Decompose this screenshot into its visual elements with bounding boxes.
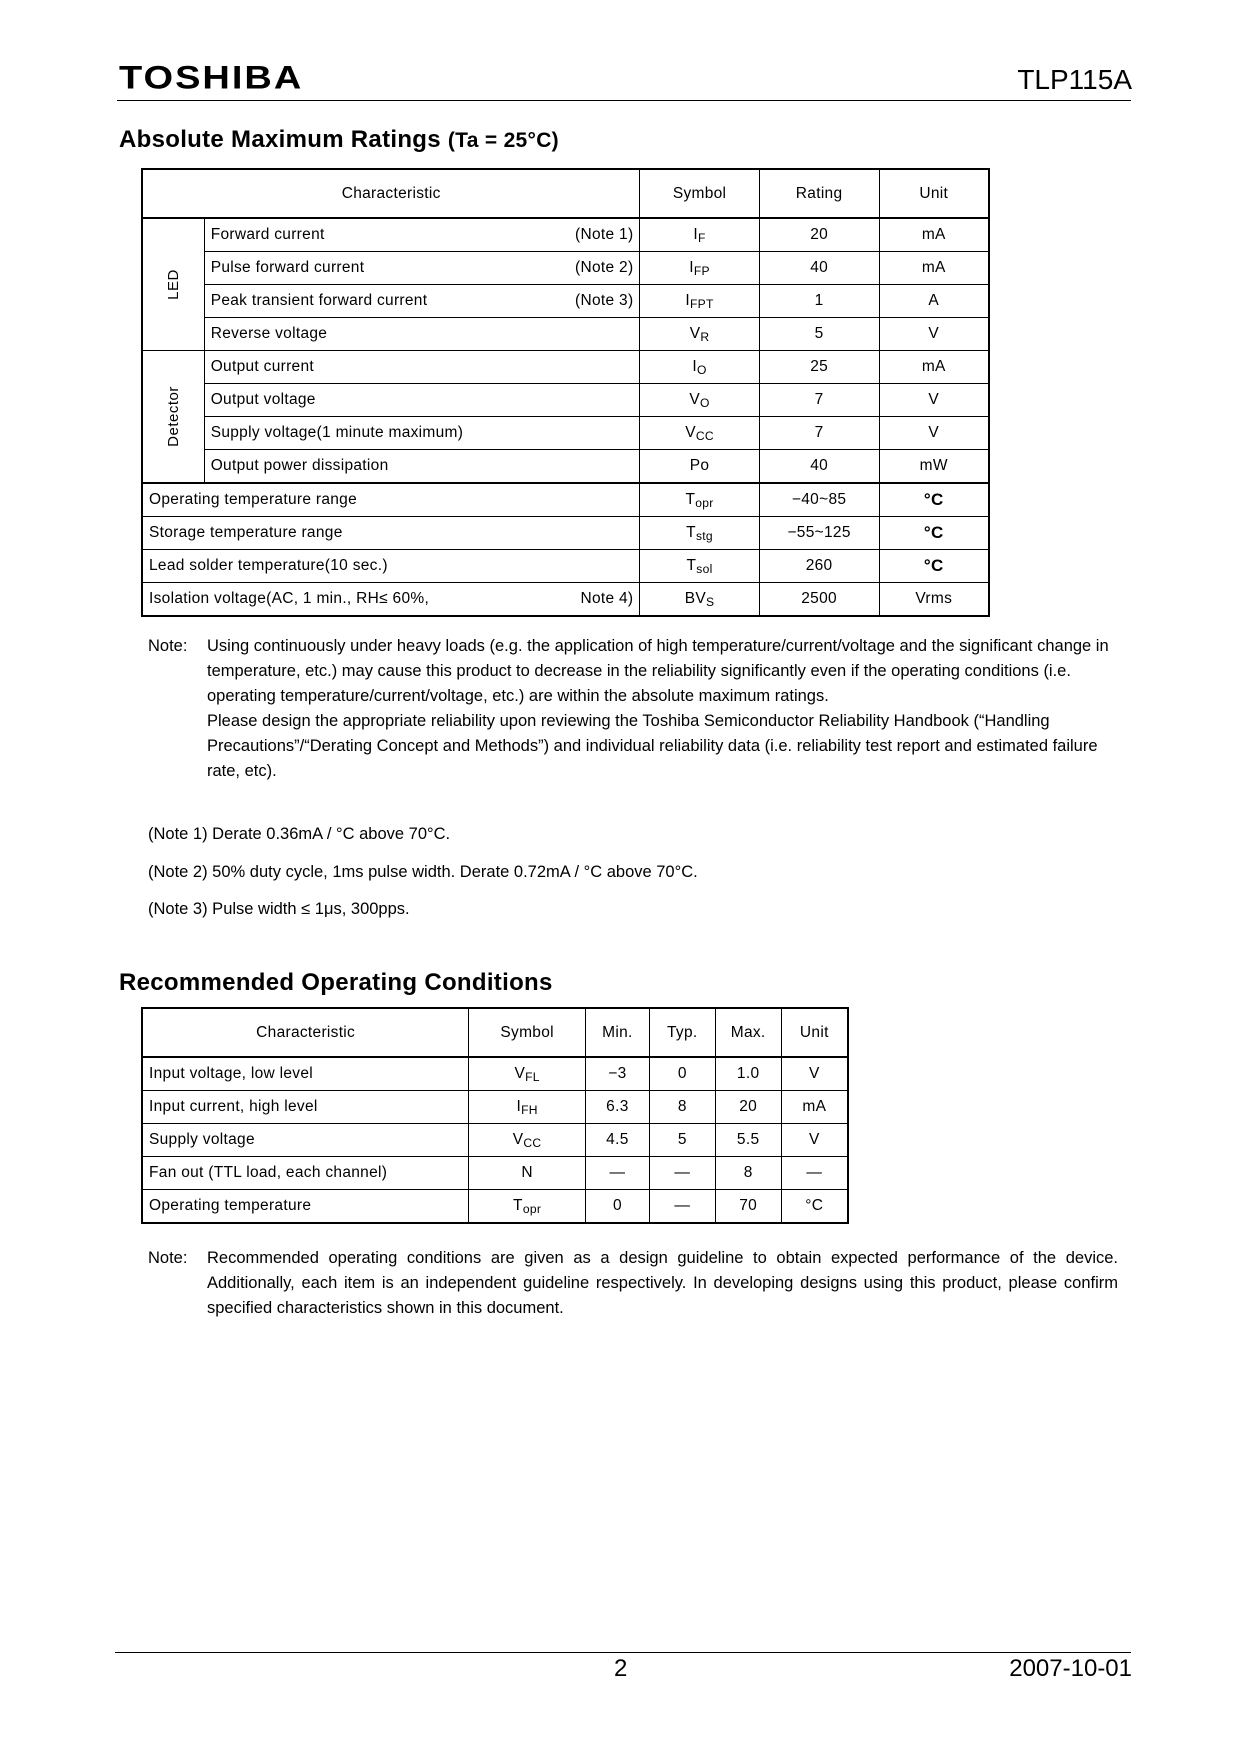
col-rating: Rating	[759, 169, 879, 218]
col-characteristic: Characteristic	[142, 1008, 469, 1057]
abs-max-note	[148, 634, 1118, 784]
table-row: Peak transient forward current (Note 3) $I_{FPT}$ 1 A	[142, 285, 989, 318]
note-paragraph-2: Please design the appropriate reliability upon reviewing the Toshiba Semiconductor Reliability Handbook (“Handling Precautions”/“Derating Concept and Methods”) and individual reliability data (i.e. reliability test report and estimated failure rate, etc).	[207, 712, 1098, 780]
col-min: Min.	[585, 1008, 649, 1057]
table-row: Storage temperature range $T_{stg}$ −55~125 °C	[142, 517, 989, 550]
footer-date: 2007-10-01	[1009, 1655, 1132, 1682]
footer-rule	[115, 1652, 1131, 1653]
table-row: Input voltage, low level $V_{FL}$ −3 0 1.0 V	[142, 1057, 848, 1091]
col-typ: Typ.	[649, 1008, 715, 1057]
table-row: Operating temperature range $T_{opr}$ −40~85 °C	[142, 483, 989, 517]
table-row: Operating temperature $T_{opr}$ 0 — 70 °C	[142, 1190, 848, 1224]
roc-title: Recommended Operating Conditions	[119, 969, 553, 996]
col-max: Max.	[715, 1008, 781, 1057]
col-symbol: Symbol	[640, 169, 759, 218]
roc-note-text: Recommended operating conditions are given as a design guideline to obtain expected performance of the device. Additionally, each item is an independent guideline respectively. In developing designs using this product, please confirm specified characteristics shown in this document.	[207, 1249, 1118, 1317]
toshiba-logo: TOSHIBA	[119, 60, 304, 97]
page-number: 2	[614, 1655, 628, 1682]
roc-note-lead: Note:	[148, 1249, 188, 1267]
table-header-row	[142, 169, 989, 218]
table-row: Supply voltage(1 minute maximum) $V_{CC}$ 7 V	[142, 417, 989, 450]
note-lead: Note:	[148, 637, 188, 655]
col-unit: Unit	[879, 169, 989, 218]
table-row: Lead solder temperature(10 sec.) $T_{sol}$ 260 °C	[142, 550, 989, 583]
note-3: (Note 3) Pulse width ≤ 1μs, 300pps.	[148, 900, 410, 918]
note-1: (Note 1) Derate 0.36mA / °C above 70°C.	[148, 825, 451, 843]
table-row: Output power dissipation Po 40 mW	[142, 450, 989, 484]
group-detector: Detector	[142, 351, 204, 484]
table-row: Output voltage $V_O$ 7 V	[142, 384, 989, 417]
table-row: Input current, high level $I_{FH}$ 6.3 8 20 mA	[142, 1091, 848, 1124]
table-row: Isolation voltage(AC, 1 min., RH≤ 60%, Note 4) $BV_S$ 2500 Vrms	[142, 583, 989, 617]
roc-table	[141, 1007, 849, 1224]
table-row: LED Forward current (Note 1) $I_F$ 20 mA	[142, 218, 989, 252]
col-symbol: Symbol	[469, 1008, 586, 1057]
note-2: (Note 2) 50% duty cycle, 1ms pulse width. Derate 0.72mA / °C above 70°C.	[148, 863, 698, 881]
col-characteristic: Characteristic	[142, 169, 640, 218]
table-row: Pulse forward current (Note 2) $I_{FP}$ 40 mA	[142, 252, 989, 285]
roc-note	[148, 1246, 1118, 1321]
col-unit: Unit	[781, 1008, 848, 1057]
part-number: TLP115A	[1017, 64, 1132, 95]
note-paragraph-1: Using continuously under heavy loads (e.g. the application of high temperature/current/voltage and the significant change in temperature, etc.) may cause this product to decrease in the reliability significantly even if the operating conditions (i.e. operating temperature/current/voltage, etc.) are within the absolute maximum ratings.	[207, 637, 1109, 705]
table-header-row	[142, 1008, 848, 1057]
table-row: Supply voltage $V_{CC}$ 4.5 5 5.5 V	[142, 1124, 848, 1157]
table-row: Detector Output current $I_O$ 25 mA	[142, 351, 989, 384]
header-rule	[117, 100, 1131, 101]
group-led: LED	[142, 218, 204, 351]
abs-max-condition: (Ta = 25°C)	[447, 129, 559, 152]
table-row: Reverse voltage $V_R$ 5 V	[142, 318, 989, 351]
abs-max-title	[119, 126, 559, 154]
abs-max-table	[141, 168, 990, 617]
abs-max-title-text: Absolute Maximum Ratings	[119, 126, 441, 153]
table-row: Fan out (TTL load, each channel) N — — 8 —	[142, 1157, 848, 1190]
